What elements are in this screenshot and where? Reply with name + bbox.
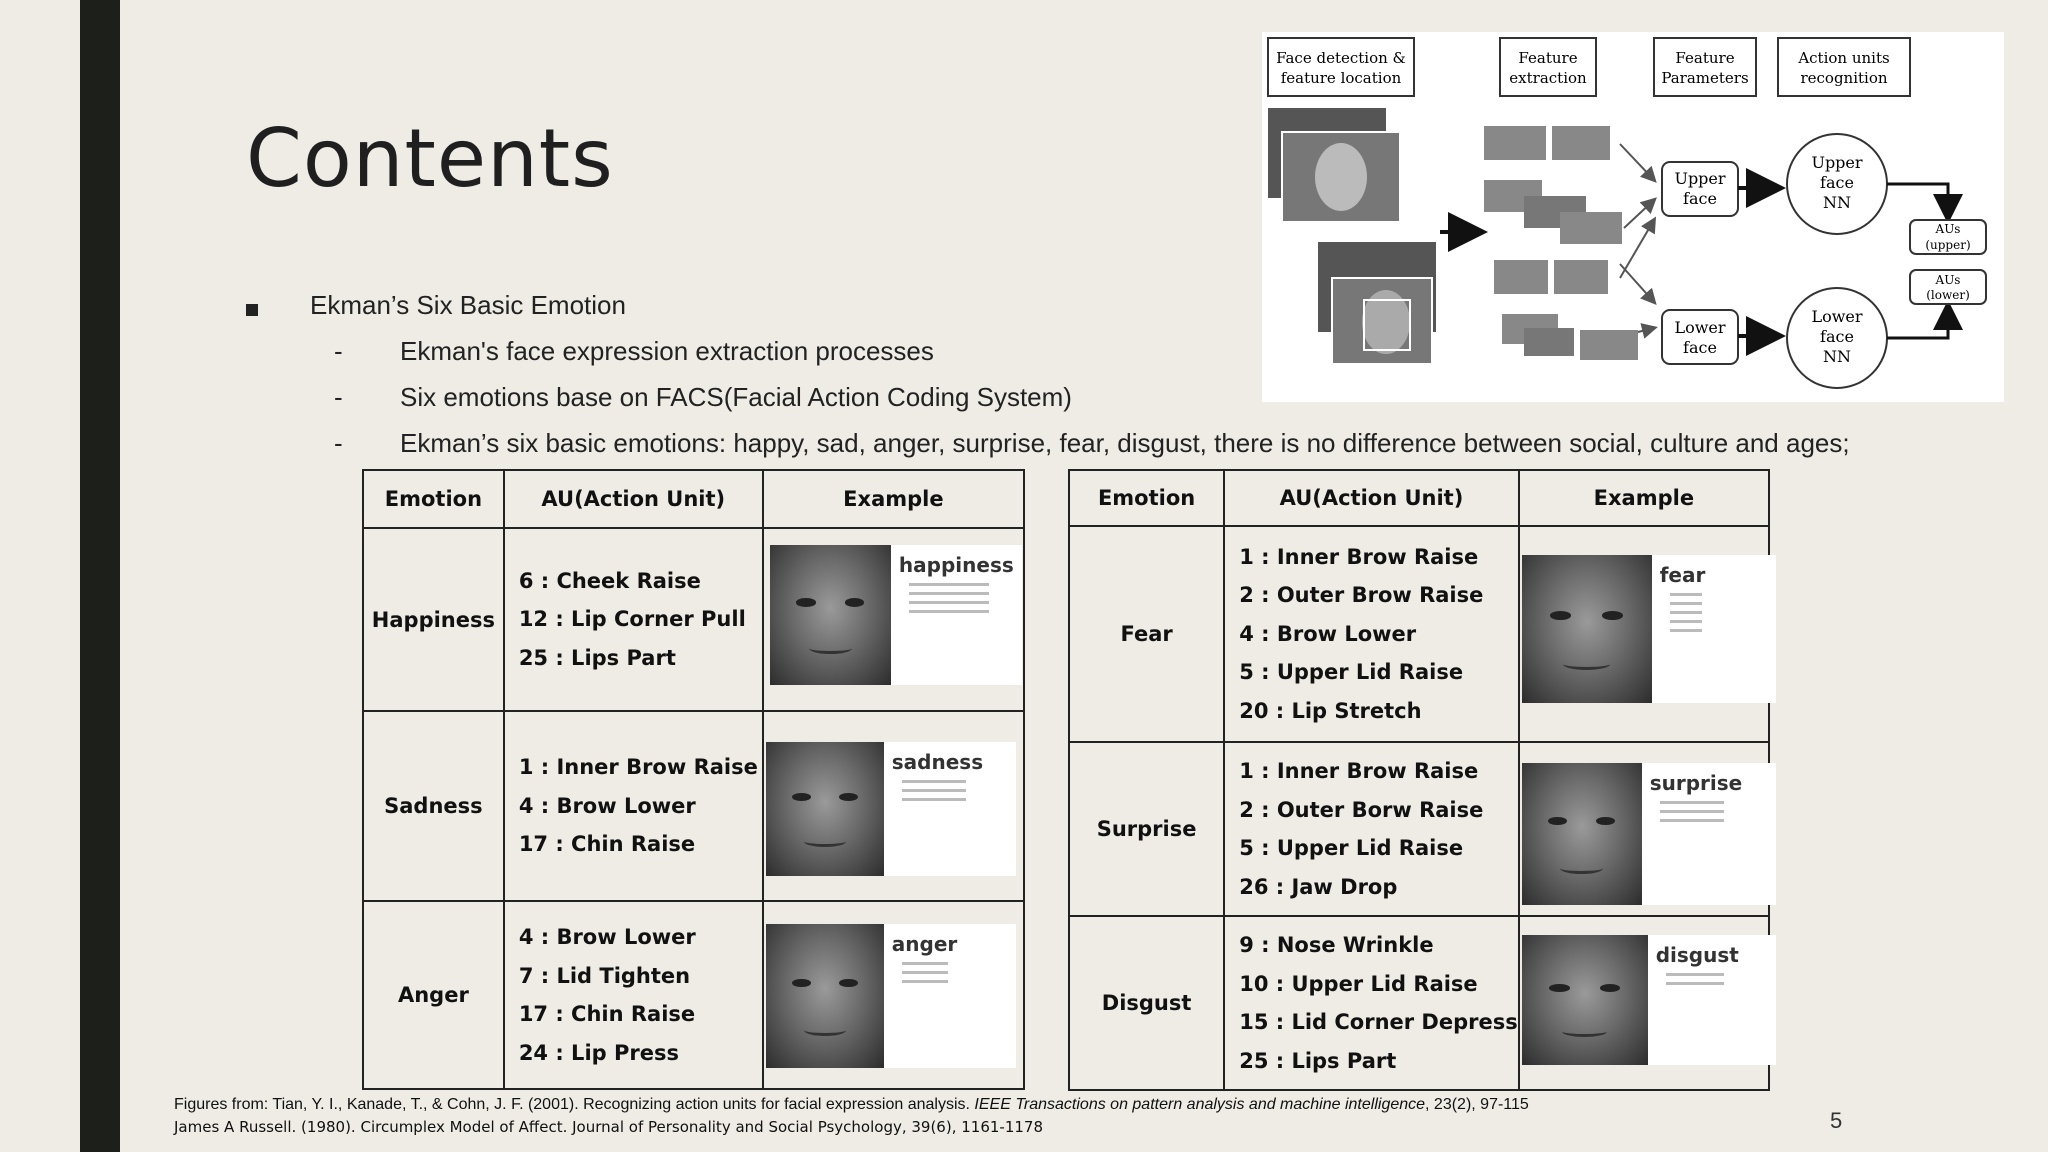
example-cell xyxy=(1519,526,1769,742)
face-photo xyxy=(1522,555,1652,703)
citation-2: James A Russell. (1980). Circumplex Model of Affect. Journal of Personality and Social Psychology, 39(6), 1161-1178 xyxy=(174,1118,1044,1136)
example-label: surprise xyxy=(1642,763,1751,905)
lower-face-label: face xyxy=(1683,338,1717,357)
au-item: 4 : Brow Lower xyxy=(518,793,696,818)
header-example: Example xyxy=(763,470,1024,528)
au-item: 4 : Brow Lower xyxy=(518,925,696,949)
table-header-row xyxy=(363,470,1024,528)
anger-example-image xyxy=(766,924,1016,1068)
upper-face-label: Upper xyxy=(1674,169,1726,188)
stage-label: Feature xyxy=(1675,49,1735,67)
au-item: 25 : Lips Part xyxy=(1239,1048,1397,1073)
au-upper-label: (upper) xyxy=(1925,238,1971,252)
stage-label: Parameters xyxy=(1661,69,1749,87)
au-upper-label: AUs xyxy=(1935,222,1961,236)
example-label: anger xyxy=(884,924,965,1068)
example-label: disgust xyxy=(1648,935,1747,1065)
emotion-name: Disgust xyxy=(1069,916,1224,1090)
stage-box-parameters xyxy=(1654,38,1756,96)
stage-label: feature location xyxy=(1280,69,1402,87)
face-photo xyxy=(1522,763,1642,905)
left-accent-bar xyxy=(80,0,120,1152)
au-item: 1 : Inner Brow Raise xyxy=(518,755,758,780)
face-photo-stack-bottom xyxy=(1318,242,1436,364)
table-row xyxy=(363,528,1024,711)
au-item: 5 : Upper Lid Raise xyxy=(1239,836,1464,860)
au-lower-label: (lower) xyxy=(1926,288,1970,302)
table-row xyxy=(1069,742,1769,916)
citation-1: Figures from: Tian, Y. I., Kanade, T., & Cohn, J. F. (2001). Recognizing action units for facial expression analysis. IEEE Transactions on pattern analysis and machine intelligence, 23(2), 97-115 xyxy=(174,1096,1529,1113)
lower-nn-label: NN xyxy=(1823,347,1851,366)
example-cell xyxy=(763,901,1024,1089)
dash-marker: - xyxy=(334,428,343,458)
table-header-row xyxy=(1069,470,1769,526)
page-number: 5 xyxy=(1830,1108,1843,1133)
emotion-table-right xyxy=(1068,469,1770,1091)
table-row xyxy=(1069,916,1769,1090)
sub-bullet-text: Ekman's face expression extraction processes xyxy=(400,336,934,366)
stage-box-recognition xyxy=(1778,38,1910,96)
au-item: 9 : Nose Wrinkle xyxy=(1239,933,1434,957)
surprise-example-image xyxy=(1522,763,1776,905)
au-item: 17 : Chin Raise xyxy=(518,832,696,857)
stage-box-detection xyxy=(1268,38,1414,96)
table-row xyxy=(1069,526,1769,742)
square-bullet-icon xyxy=(246,304,258,316)
header-au: AU(Action Unit) xyxy=(504,470,763,528)
au-list xyxy=(504,711,763,901)
au-list xyxy=(504,901,763,1089)
au-item: 15 : Lid Corner Depress xyxy=(1239,1010,1518,1034)
example-label: sadness xyxy=(884,742,991,876)
emotion-name: Sadness xyxy=(363,711,504,901)
face-photo xyxy=(770,545,891,685)
au-item: 24 : Lip Press xyxy=(518,1040,679,1065)
emotion-name: Surprise xyxy=(1069,742,1224,916)
header-example: Example xyxy=(1519,470,1769,526)
stage-label: extraction xyxy=(1509,69,1587,87)
upper-nn-label: face xyxy=(1820,173,1854,192)
au-list xyxy=(1224,742,1519,916)
fear-example-image xyxy=(1522,555,1776,703)
dash-marker: - xyxy=(334,382,343,412)
au-item: 25 : Lips Part xyxy=(518,645,676,670)
stage-label: recognition xyxy=(1800,69,1888,87)
main-bullet-text: Ekman’s Six Basic Emotion xyxy=(310,290,626,320)
face-photo xyxy=(766,924,884,1068)
au-item: 20 : Lip Stretch xyxy=(1239,698,1422,723)
example-cell xyxy=(763,711,1024,901)
lower-face-label: Lower xyxy=(1674,318,1726,337)
upper-nn-label: Upper xyxy=(1811,153,1863,172)
au-item: 17 : Chin Raise xyxy=(518,1002,696,1026)
au-list xyxy=(1224,916,1519,1090)
table-row xyxy=(363,711,1024,901)
header-emotion: Emotion xyxy=(363,470,504,528)
example-label: happiness xyxy=(891,545,1022,685)
au-item: 2 : Outer Borw Raise xyxy=(1239,797,1484,822)
au-item: 7 : Lid Tighten xyxy=(518,963,691,988)
au-item: 12 : Lip Corner Pull xyxy=(518,607,746,632)
example-cell xyxy=(763,528,1024,711)
au-item: 2 : Outer Brow Raise xyxy=(1239,583,1484,608)
upper-face-label: face xyxy=(1683,189,1717,208)
dash-marker: - xyxy=(334,336,343,366)
stage-label: Face detection & xyxy=(1276,49,1406,67)
lower-nn-label: face xyxy=(1820,327,1854,346)
au-item: 5 : Upper Lid Raise xyxy=(1239,660,1464,685)
sadness-example-image xyxy=(766,742,1016,876)
happiness-example-image xyxy=(770,545,1022,685)
upper-nn-label: NN xyxy=(1823,193,1851,212)
example-cell xyxy=(1519,742,1769,916)
stage-label: Action units xyxy=(1798,49,1890,67)
table-row xyxy=(363,901,1024,1089)
face-photo xyxy=(766,742,884,876)
au-item: 1 : Inner Brow Raise xyxy=(1239,544,1479,569)
stage-label: Feature xyxy=(1518,49,1578,67)
header-au: AU(Action Unit) xyxy=(1224,470,1519,526)
au-item: 6 : Cheek Raise xyxy=(518,568,701,593)
face-photo-stack-top xyxy=(1268,108,1400,222)
sub-bullet-text: Ekman’s six basic emotions: happy, sad, anger, surprise, fear, disgust, there is no difference between social, culture and ages; xyxy=(400,428,1850,458)
emotion-name: Anger xyxy=(363,901,504,1089)
au-list xyxy=(1224,526,1519,742)
stage-box-extraction xyxy=(1500,38,1596,96)
lower-nn-label: Lower xyxy=(1811,307,1863,326)
citations-footer xyxy=(174,1096,1529,1136)
au-lower-label: AUs xyxy=(1935,273,1961,287)
sub-bullet-text: Six emotions base on FACS(Facial Action Coding System) xyxy=(400,382,1072,412)
feature-crops xyxy=(1484,126,1638,360)
emotion-table-left xyxy=(362,469,1025,1090)
au-item: 1 : Inner Brow Raise xyxy=(1239,759,1479,783)
face-photo xyxy=(1522,935,1648,1065)
header-emotion: Emotion xyxy=(1069,470,1224,526)
au-item: 10 : Upper Lid Raise xyxy=(1239,971,1478,996)
au-list xyxy=(504,528,763,711)
slide-title: Contents xyxy=(246,112,614,205)
example-label: fear xyxy=(1652,555,1714,703)
au-item: 26 : Jaw Drop xyxy=(1239,874,1398,899)
disgust-example-image xyxy=(1522,935,1776,1065)
example-cell xyxy=(1519,916,1769,1090)
facs-pipeline-diagram xyxy=(1262,32,2004,402)
emotion-name: Happiness xyxy=(363,528,504,711)
au-item: 4 : Brow Lower xyxy=(1239,621,1417,646)
emotion-name: Fear xyxy=(1069,526,1224,742)
